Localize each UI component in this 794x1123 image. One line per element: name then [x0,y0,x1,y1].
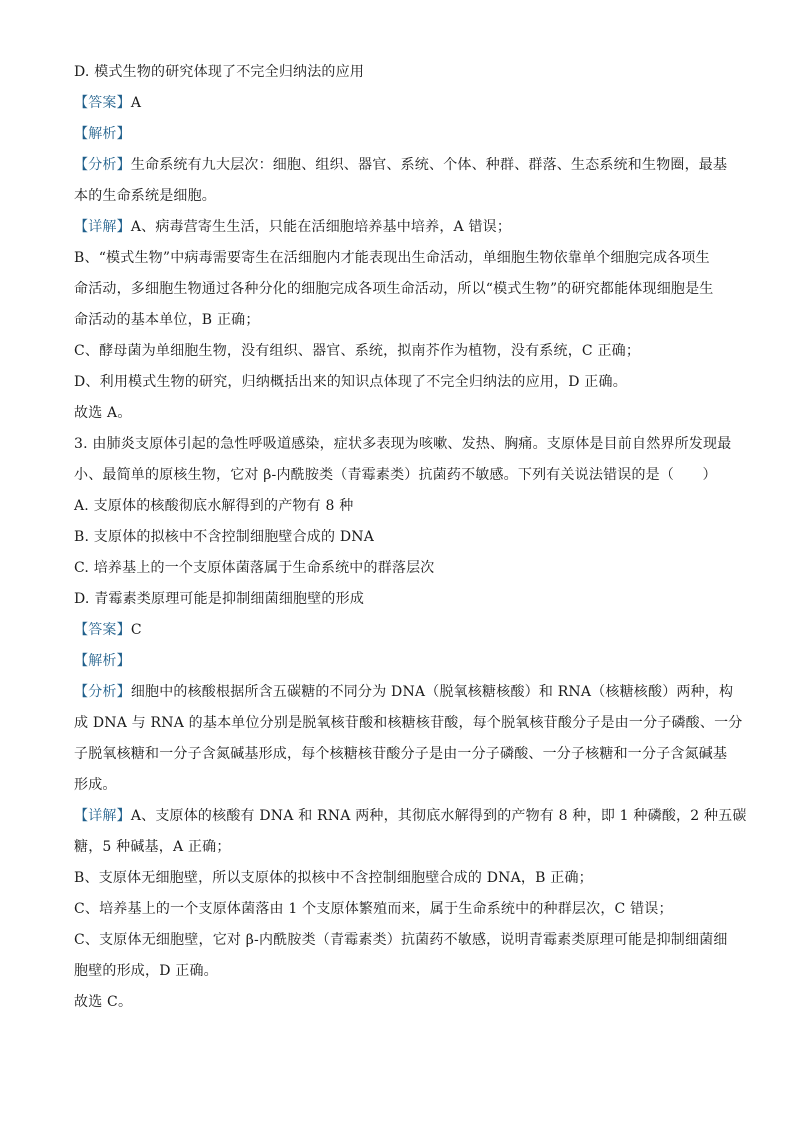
analysis-paragraph-line: 成 DNA 与 RNA 的基本单位分别是脱氧核苷酸和核糖核苷酸，每个脱氧核苷酸分子是由一分子磷酸、一分 [74,715,743,731]
answer-line [74,620,724,640]
option-b-line: B. 支原体的拟核中不含控制细胞壁合成的 DNA [74,529,375,545]
option-d-line: D. 青霉素类原理可能是抑制细菌细胞壁的形成 [74,591,365,607]
option-a-line: A. 支原体的核酸彻底水解得到的产物有 8 种 [74,498,354,514]
section-text: 细胞中的核酸根据所含五碳糖的不同分为 DNA（脱氧核糖核酸）和 RNA（核糖核酸）两种，构 [130,684,734,700]
answer-line [74,93,724,113]
detail-paragraph-line: B、支原体无细胞壁，所以支原体的拟核中不含控制细胞壁合成的 DNA，B 正确； [74,870,593,886]
option-c-line: C. 培养基上的一个支原体菌落属于生命系统中的群落层次 [74,560,435,576]
detail-paragraph-line [74,217,724,237]
section-tag: 【分析】 [74,157,131,173]
detail-paragraph-line: C、培养基上的一个支原体菌落由 1 个支原体繁殖而来，属于生命系统中的种群层次，C 错误； [74,901,673,917]
detail-paragraph-line: 命活动的基本单位，B 正确； [74,312,260,328]
option-d-line: D. 模式生物的研究体现了不完全归纳法的应用 [74,64,365,80]
section-text: C [130,622,142,638]
choice-conclusion: 故选 A。 [74,405,132,421]
analysis-heading [74,124,724,144]
analysis-heading [74,651,724,671]
section-text: 生命系统有九大层次：细胞、组织、器官、系统、个体、种群、群落、生态系统和生物圈，最基 [130,157,728,173]
section-text: A、支原体的核酸有 DNA 和 RNA 两种，其彻底水解得到的产物有 8 种，即 1 种磷酸，2 种五碳 [130,808,747,824]
section-tag: 【详解】 [74,808,131,824]
section-text: A、病毒营寄生生活，只能在活细胞培养基中培养，A 错误； [130,219,512,235]
question-3-stem: 小、最简单的原核生物，它对 β-内酰胺类（青霉素类）抗菌药不敏感。下列有关说法错误的是（ ） [74,467,717,483]
detail-paragraph-line: D、利用模式生物的研究，归纳概括出来的知识点体现了不完全归纳法的应用，D 正确。 [74,374,627,390]
analysis-paragraph-line [74,682,734,702]
document-body [74,62,747,1023]
section-tag: 【分析】 [74,684,131,700]
section-text: A [130,95,142,111]
detail-paragraph-line: 命活动，多细胞生物通过各种分化的细胞完成各项生命活动，所以“模式生物”的研究都能体现细胞是生 [74,281,714,297]
section-tag: 【解析】 [74,653,131,669]
choice-conclusion: 故选 C。 [74,994,133,1010]
detail-paragraph-line [74,806,747,826]
analysis-paragraph-line: 本的生命系统是细胞。 [74,188,216,204]
analysis-paragraph-line: 形成。 [74,777,117,793]
detail-paragraph-line: C、支原体无细胞壁，它对 β-内酰胺类（青霉素类）抗菌药不敏感，说明青霉素类原理可能是抑制细菌细 [74,932,728,948]
section-tag: 【解析】 [74,126,131,142]
detail-paragraph-line: C、酵母菌为单细胞生物，没有组织、器官、系统，拟南芥作为植物，没有系统，C 正确； [74,343,641,359]
detail-paragraph-line: 糖，5 种碱基，A 正确； [74,839,231,855]
section-tag: 【答案】 [74,95,131,111]
section-tag: 【详解】 [74,219,131,235]
detail-paragraph-line: 胞壁的形成，D 正确。 [74,963,218,979]
question-3-stem: 3. 由肺炎支原体引起的急性呼吸道感染，症状多表现为咳嗽、发热、胸痛。支原体是目前自然界所发现最 [74,436,732,452]
detail-paragraph-line: B、“模式生物”中病毒需要寄生在活细胞内才能表现出生命活动，单细胞生物依靠单个细胞完成各项生 [74,250,710,266]
section-tag: 【答案】 [74,622,131,638]
analysis-paragraph-line: 子脱氧核糖和一分子含氮碱基形成，每个核糖核苷酸分子是由一分子磷酸、一分子核糖和一分子含氮碱基 [74,746,728,762]
analysis-paragraph-line [74,155,728,175]
